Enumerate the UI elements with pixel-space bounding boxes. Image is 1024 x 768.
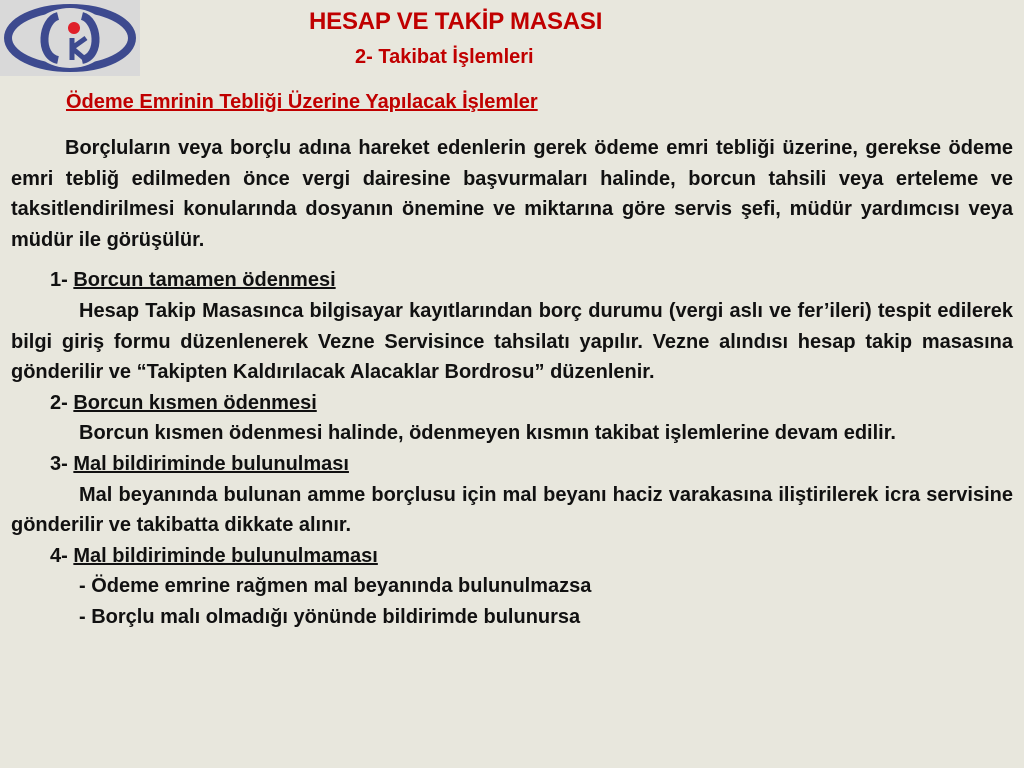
item-4-heading: Mal bildiriminde bulunulmaması	[73, 544, 378, 567]
item-4-title	[11, 541, 1013, 572]
item-4-number: 4-	[50, 544, 68, 567]
intro-paragraph: Borçluların veya borçlu adına hareket edenlerin gerek ödeme emri tebliği üzerine, gerekse ödeme emri tebliğ edilmeden önce vergi dairesine başvurmaları halinde, borcun tahsili veya erteleme ve taksitlendirilmesi konularında dosyanın önemine ve miktarına göre servis şefi, müdür yardımcısı veya müdür ile görüşülür.	[11, 137, 1013, 251]
logo-emblem-icon	[0, 0, 140, 76]
item-3-number: 3-	[50, 452, 68, 475]
section-heading: Ödeme Emrinin Tebliği Üzerine Yapılacak İşlemler	[66, 91, 538, 113]
item-3-title	[11, 449, 1013, 480]
page-subtitle: 2- Takibat İşlemleri	[355, 46, 534, 68]
item-4-bullet-1: - Ödeme emrine rağmen mal beyanında bulunulmazsa	[79, 575, 592, 598]
item-2-title	[11, 388, 1013, 419]
item-3-body: Mal beyanında bulunan amme borçlusu için mal beyanı haciz varakasına iliştirilerek icra servisine gönderilir ve takibatta dikkate alınır.	[11, 483, 1013, 537]
page-title: HESAP VE TAKİP MASASI	[309, 8, 603, 35]
item-1-heading: Borcun tamamen ödenmesi	[73, 269, 336, 292]
item-1-body: Hesap Takip Masasınca bilgisayar kayıtlarından borç durumu (vergi aslı ve fer’ileri) tespit edilerek bilgi giriş formu düzenlenerek Vezne Servisince tahsilatı yapılır. Vezne alındısı hesap takip masasına gönderilir ve “Takipten Kaldırılacak Alacaklar Bordrosu” düzenlenir.	[11, 299, 1013, 384]
content-body	[11, 133, 1013, 633]
logo	[0, 0, 140, 76]
item-3-heading: Mal bildiriminde bulunulması	[73, 452, 349, 475]
item-2-number: 2-	[50, 391, 68, 414]
item-1-number: 1-	[50, 269, 68, 292]
item-4-bullet-2: - Borçlu malı olmadığı yönünde bildirimde bulunursa	[79, 605, 581, 628]
item-2-body: Borcun kısmen ödenmesi halinde, ödenmeyen kısmın takibat işlemlerine devam edilir.	[79, 422, 896, 445]
item-1-title	[11, 265, 1013, 296]
item-2-heading: Borcun kısmen ödenmesi	[73, 391, 317, 414]
